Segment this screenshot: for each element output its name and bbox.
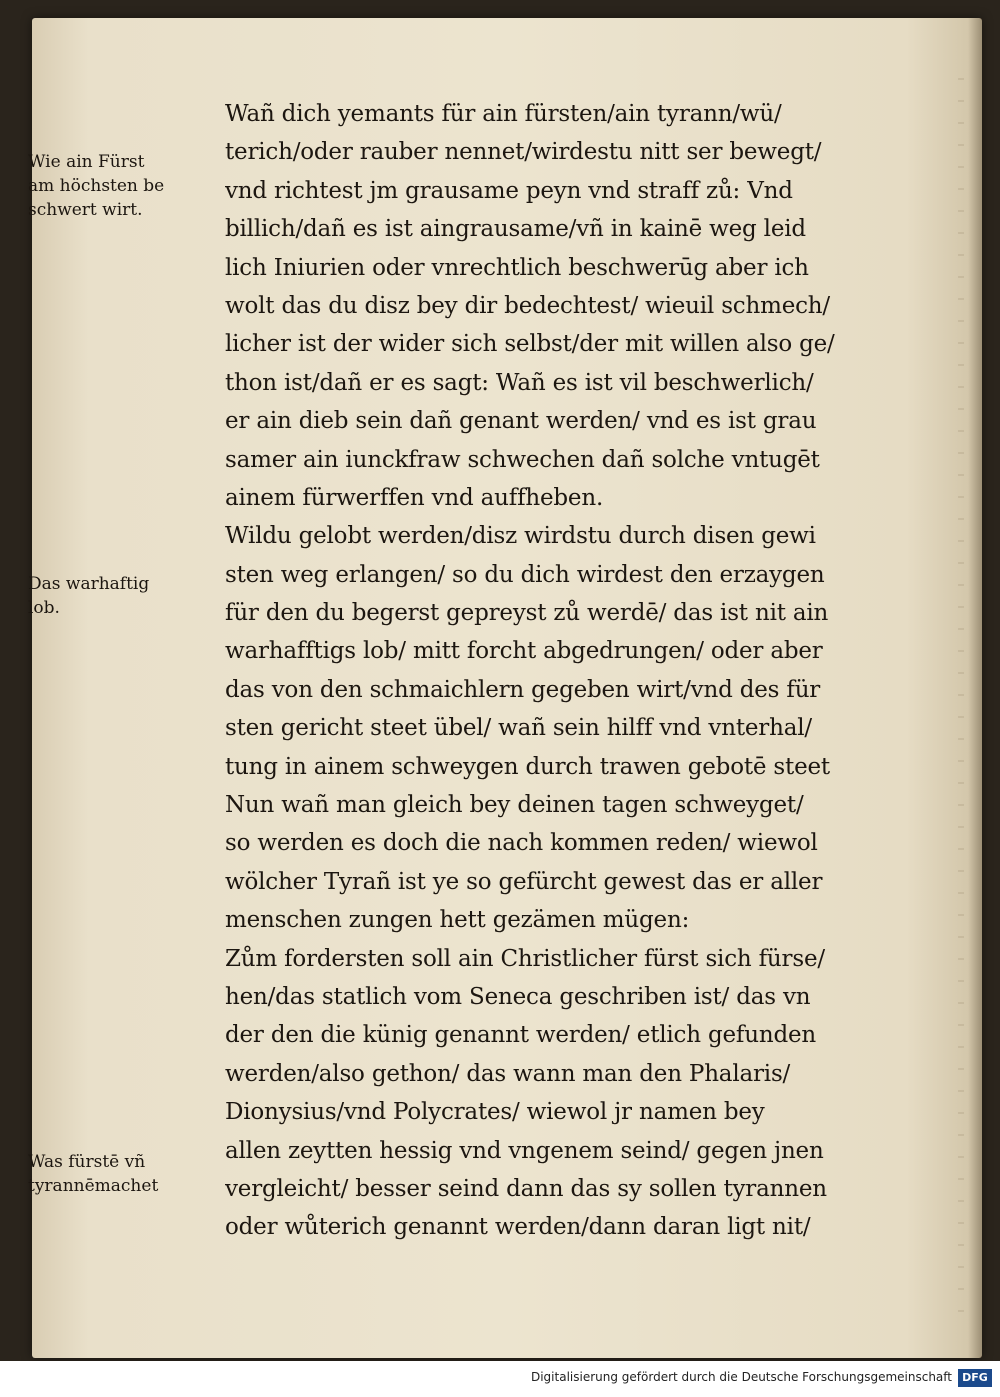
- funding-credit: Digitalisierung gefördert durch die Deutsche Forschungsgemeinschaft: [530, 1370, 952, 1384]
- margin-note-line: tyrannēmachet: [28, 1176, 159, 1196]
- text-line: terich/oder rauber nennet/wirdestu nitt ser bewegt/: [225, 139, 822, 166]
- footer-bar: [0, 1361, 1000, 1397]
- text-line: Nun wañ man gleich bey deinen tagen schweyget/: [225, 792, 804, 819]
- text-line: der den die künig genannt werden/ etlich gefunden: [225, 1022, 816, 1049]
- text-line: ainem fürwerffen vnd auffheben.: [225, 484, 604, 511]
- text-line: tung in ainem schweygen durch trawen gebotē steet: [225, 753, 830, 780]
- margin-note-line: am höchsten be: [28, 176, 165, 196]
- text-line: licher ist der wider sich selbst/der mit willen also ge/: [225, 331, 835, 358]
- text-line: billich/dañ es ist aingrausame/vñ in kainē weg leid: [225, 216, 806, 243]
- text-line: für den du begerst gepreyst zů werdē/ das ist nit ain: [225, 600, 829, 627]
- text-line: menschen zungen hett gezämen mügen:: [225, 907, 690, 934]
- text-line: sten weg erlangen/ so du dich wirdest den erzaygen: [225, 561, 825, 588]
- text-line: Wañ dich yemants für ain fürsten/ain tyrann/wü/: [225, 101, 782, 127]
- page-spine-shadow: [968, 18, 982, 1358]
- text-line: sten gericht steet übel/ wañ sein hilff vnd vnterhal/: [225, 715, 812, 742]
- margin-note-3: [28, 1150, 158, 1198]
- text-line: thon ist/dañ er es sagt: Wañ es ist vil beschwerlich/: [225, 369, 814, 396]
- margin-note-line: schwert wirt.: [28, 200, 143, 220]
- main-text-block: [225, 95, 925, 1247]
- text-line: Zům fordersten soll ain Christlicher fürst sich fürse/: [225, 945, 825, 972]
- text-line: Wildu gelobt werden/disz wirdstu durch disen gewi: [225, 523, 816, 550]
- text-line: er ain dieb sein dañ genant werden/ vnd es ist grau: [225, 408, 817, 435]
- text-line: wolt das du disz bey dir bedechtest/ wieuil schmech/: [225, 292, 830, 319]
- dfg-logo: DFG: [958, 1369, 992, 1387]
- margin-note-line: Wie ain Fürst: [28, 152, 145, 172]
- margin-note-2: [28, 572, 149, 620]
- text-line: wölcher Tyrañ ist ye so gefürcht gewest das er aller: [225, 868, 823, 895]
- margin-note-1: [28, 150, 164, 222]
- text-line: so werden es doch die nach kommen reden/ wiewol: [225, 830, 818, 857]
- text-line: vnd richtest jm grausame peyn vnd straff zů: Vnd: [225, 177, 793, 204]
- text-line: allen zeytten hessig vnd vngenem seind/ gegen jnen: [225, 1137, 824, 1164]
- text-line: vergleicht/ besser seind dann das sy sollen tyrannen: [225, 1175, 827, 1202]
- page-edge: [958, 58, 964, 1318]
- margin-note-line: lob.: [28, 598, 60, 618]
- text-line: oder wůterich genannt werden/dann daran ligt nit/: [225, 1214, 811, 1241]
- text-line: hen/das statlich vom Seneca geschriben ist/ das vn: [225, 983, 811, 1010]
- margin-note-line: Das warhaftig: [28, 574, 150, 594]
- text-line: samer ain iunckfraw schwechen dañ solche vntugēt: [225, 446, 820, 473]
- text-line: das von den schmaichlern gegeben wirt/vnd des für: [225, 676, 821, 703]
- margin-note-line: Was fürstē vñ: [28, 1152, 146, 1172]
- text-line: lich Iniurien oder vnrechtlich beschwerūg aber ich: [225, 254, 809, 281]
- text-line: Dionysius/vnd Polycrates/ wiewol jr namen bey: [225, 1099, 765, 1126]
- text-line: warhafftigs lob/ mitt forcht abgedrungen/ oder aber: [225, 638, 823, 665]
- text-line: werden/also gethon/ das wann man den Phalaris/: [225, 1060, 791, 1087]
